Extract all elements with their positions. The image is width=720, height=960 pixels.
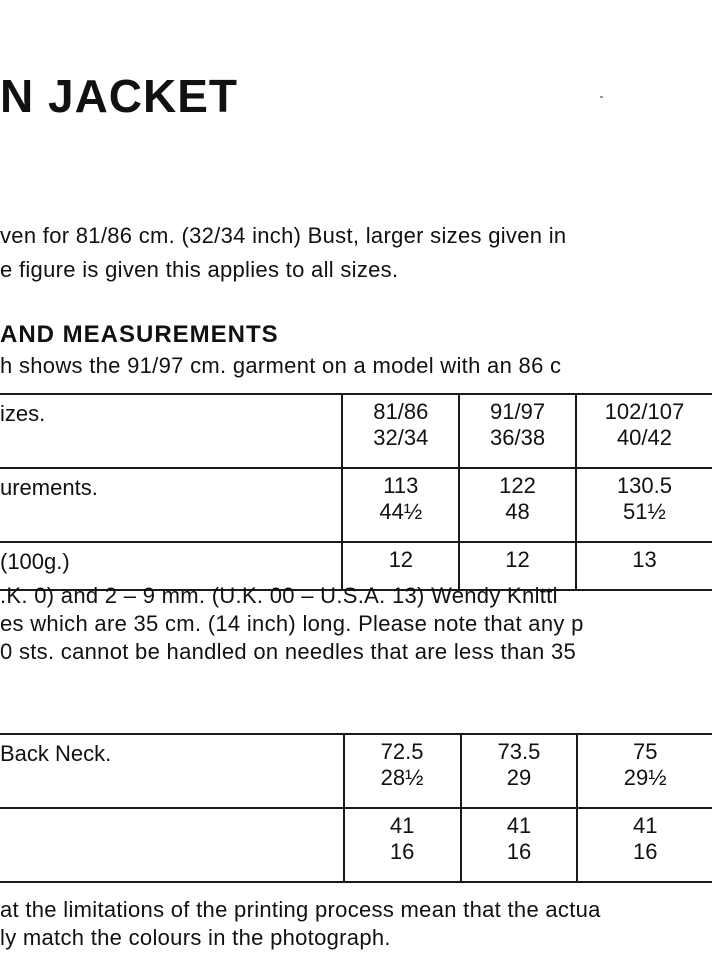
section-intro-line: h shows the 91/97 cm. garment on a model with an 86 c [0,353,562,378]
measurement-cell: 41 16 [461,808,578,882]
size-cell: 102/107 40/42 [576,394,712,468]
row-label [0,808,344,882]
yarn-cell: 12 [342,542,459,590]
size-cell: 81/86 32/34 [342,394,459,468]
length-table [0,733,712,883]
measurement-cell: 72.5 28½ [344,734,461,808]
table-row [0,468,712,542]
needles-line-1: .K. 0) and 2 – 9 mm. (U.K. 00 – U.S.A. 13) Wendy Knitti [0,583,558,608]
measurement-cell: 41 16 [577,808,712,882]
intro-line-1: ven for 81/86 cm. (32/34 inch) Bust, larger sizes given in [0,223,567,248]
measurement-cell: 113 44½ [342,468,459,542]
footer-line-1: at the limitations of the printing process mean that the actua [0,897,601,922]
row-label: (100g.) [0,542,342,590]
section-heading: AND MEASUREMENTS [0,321,279,348]
sizes-table [0,393,712,591]
table-row [0,734,712,808]
measurement-cell: 73.5 29 [461,734,578,808]
needles-line-3: 0 sts. cannot be handled on needles that are less than 35 [0,639,577,664]
pattern-title: N JACKET [0,70,239,122]
yarn-cell: 12 [459,542,576,590]
measurement-cell: 75 29½ [577,734,712,808]
measurement-cell: 41 16 [344,808,461,882]
measurement-cell: 130.5 51½ [576,468,712,542]
row-label: Back Neck. [0,734,344,808]
needles-line-2: es which are 35 cm. (14 inch) long. Please note that any p [0,611,584,636]
row-label: izes. [0,394,342,468]
size-cell: 91/97 36/38 [459,394,576,468]
intro-line-2: e figure is given this applies to all sizes. [0,257,399,282]
footer-line-2: ly match the colours in the photograph. [0,925,391,950]
yarn-cell: 13 [576,542,712,590]
table-row [0,808,712,882]
measurement-cell: 122 48 [459,468,576,542]
table-row [0,394,712,468]
row-label: urements. [0,468,342,542]
print-speck [600,96,603,98]
